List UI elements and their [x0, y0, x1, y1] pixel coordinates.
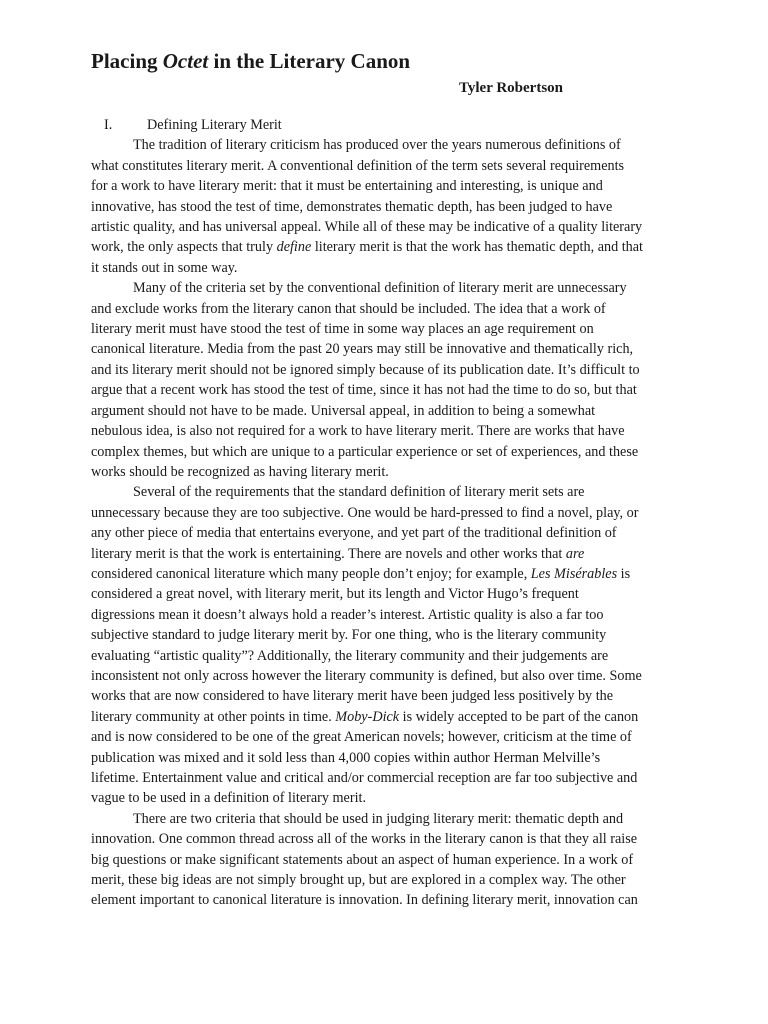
paragraph-line: inconsistent not only across however the literary community is defined, but also over time. Some — [91, 667, 642, 684]
line-text: is — [617, 565, 631, 582]
emphasis-les-miserables: Les Misérables — [530, 565, 618, 582]
line-text: literary merit is that the work is entertaining. There are novels and other works that — [91, 545, 566, 562]
paragraph-line: The tradition of literary criticism has produced over the years numerous definitions of — [133, 137, 621, 154]
paragraph-line: There are two criteria that should be used in judging literary merit: thematic depth and — [133, 810, 624, 827]
paragraph-line: what constitutes literary merit. A conventional definition of the term sets several requirements — [91, 157, 625, 174]
section-number: I. — [104, 117, 113, 133]
paragraph-line — [91, 544, 687, 564]
emphasis-moby-dick: Moby-Dick — [335, 708, 400, 725]
paragraph-line: any other piece of media that entertains everyone, and yet part of the traditional definition of — [91, 525, 617, 542]
paragraph-line: vague to be used in a definition of literary merit. — [91, 790, 366, 807]
emphasis-are: are — [565, 545, 585, 562]
paragraph-line: and its literary merit should not be ignored simply because of its publication date. It’s difficult to — [91, 361, 640, 378]
paragraph-line: Many of the criteria set by the conventional definition of literary merit are unnecessary — [133, 280, 627, 297]
paragraph-line: for a work to have literary merit: that it must be entertaining and interesting, is unique and — [91, 178, 603, 195]
paragraph-line: element important to canonical literature is innovation. In defining literary merit, innovation can — [91, 892, 638, 909]
paragraph-3 — [91, 482, 687, 809]
document-title — [91, 47, 410, 75]
line-text: literary community at other points in time. — [91, 708, 336, 725]
title-suffix: in the Literary Canon — [208, 49, 411, 73]
emphasis-define: define — [276, 239, 312, 256]
author-name: Tyler Robertson — [459, 80, 564, 96]
line-text: considered canonical literature which many people don’t enjoy; for example, — [91, 565, 531, 582]
paragraph-line: artistic quality, and has universal appeal. While all of these may be indicative of a quality literary — [91, 219, 643, 236]
paragraph-2 — [91, 278, 687, 482]
paragraph-line: big questions or make significant statements about an aspect of human experience. In a work of — [91, 851, 634, 868]
paragraph-line: subjective standard to judge literary merit by. For one thing, who is the literary community — [91, 627, 607, 644]
paragraph-line: unnecessary because they are too subjective. One would be hard-pressed to find a novel, play, or — [91, 504, 639, 521]
paragraph-line: complex themes, but which are unique to a particular experience or set of experiences, and these — [91, 443, 639, 460]
paragraph-line — [91, 237, 687, 257]
paragraph-line: argue that a recent work has stood the test of time, since it has not had the time to do so, but that — [91, 382, 637, 399]
paragraph-line: works that are now considered to have literary merit have been judged less positively by the — [91, 688, 614, 705]
paragraph-1 — [91, 135, 687, 278]
paragraph-line: innovation. One common thread across all of the works in the literary canon is that they all raise — [91, 831, 638, 848]
paragraph-line: canonical literature. Media from the past 20 years may still be innovative and thematically rich, — [91, 341, 634, 358]
paragraph-line: considered a great novel, with literary merit, but its length and Victor Hugo’s frequent — [91, 586, 579, 603]
paragraph-line: evaluating “artistic quality”? Additionally, the literary community and their judgements are — [91, 647, 609, 664]
paragraph-line: it stands out in some way. — [91, 259, 238, 276]
paragraph-line: and is now considered to be one of the great American novels; however, criticism at the time of — [91, 729, 632, 746]
title-prefix: Placing — [91, 49, 163, 73]
line-text: work, the only aspects that truly — [91, 239, 277, 256]
paragraph-line: publication was mixed and it sold less than 4,000 copies within author Herman Melville’s — [91, 749, 601, 766]
paragraph-line: literary merit must have stood the test of time in some way places an age requirement on — [91, 321, 594, 338]
document-body — [91, 115, 687, 911]
paragraph-line: Several of the requirements that the standard definition of literary merit sets are — [133, 484, 585, 501]
paragraph-line — [91, 564, 687, 584]
paragraph-line — [91, 707, 687, 727]
paragraph-line: lifetime. Entertainment value and critical and/or commercial reception are far too subjective and — [91, 770, 638, 786]
paragraph-line: and exclude works from the literary canon that should be included. The idea that a work of — [91, 300, 606, 317]
paragraph-line: nebulous idea, is also not required for a work to have literary merit. There are works that have — [91, 423, 625, 440]
paragraph-line: works should be recognized as having literary merit. — [91, 463, 389, 480]
section-title: Defining Literary Merit — [147, 117, 282, 133]
line-text: is widely accepted to be part of the canon — [399, 708, 639, 725]
paragraph-4 — [91, 809, 687, 911]
section-heading — [91, 115, 687, 135]
paragraph-line: digressions mean it doesn’t always hold a reader’s interest. Artistic quality is also a far too — [91, 606, 604, 623]
paragraph-line: merit, these big ideas are not simply brought up, but are explored in a complex way. The other — [91, 872, 626, 889]
paragraph-line: innovative, has stood the test of time, demonstrates thematic depth, has been judged to have — [91, 198, 613, 215]
title-italic-word: Octet — [162, 49, 209, 73]
line-text: literary merit is that the work has thematic depth, and that — [311, 239, 643, 256]
paragraph-line: argument should not have to be made. Universal appeal, in addition to being a somewhat — [91, 402, 596, 419]
